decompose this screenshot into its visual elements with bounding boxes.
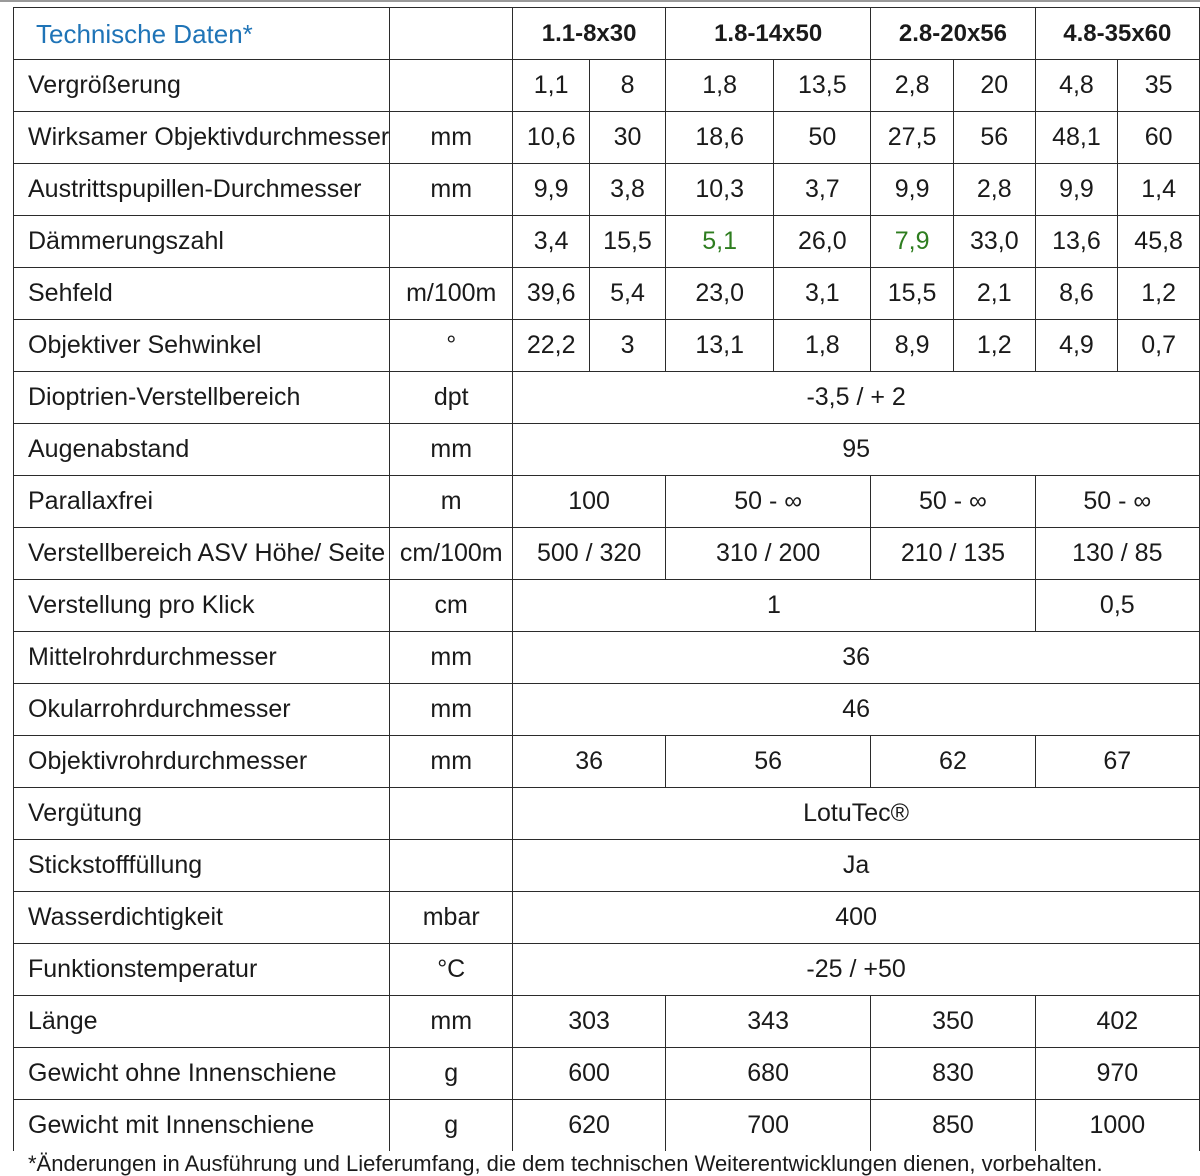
table-cell: 600 bbox=[513, 1048, 666, 1100]
row-unit: mm bbox=[390, 424, 513, 476]
table-row bbox=[14, 996, 1200, 1048]
table-cell: 210 / 135 bbox=[871, 528, 1035, 580]
table-cell: 39,6 bbox=[513, 268, 590, 320]
row-label: Wasserdichtigkeit bbox=[14, 892, 390, 944]
table-cell: 9,9 bbox=[513, 164, 590, 216]
table-row bbox=[14, 840, 1200, 892]
row-label: Vergrößerung bbox=[14, 60, 390, 112]
table-cell: 36 bbox=[513, 736, 666, 788]
table-row bbox=[14, 164, 1200, 216]
table-cell: 1,2 bbox=[953, 320, 1035, 372]
row-label: Sehfeld bbox=[14, 268, 390, 320]
table-row bbox=[14, 1048, 1200, 1100]
table-cell: 13,5 bbox=[774, 60, 871, 112]
row-label: Vergütung bbox=[14, 788, 390, 840]
table-cell: 830 bbox=[871, 1048, 1035, 1100]
table-cell: 3,8 bbox=[590, 164, 666, 216]
table-row bbox=[14, 60, 1200, 112]
table-cell: 8,6 bbox=[1035, 268, 1118, 320]
table-cell: LotuTec® bbox=[513, 788, 1200, 840]
row-unit bbox=[390, 840, 513, 892]
table-cell: 2,8 bbox=[953, 164, 1035, 216]
table-cell: 62 bbox=[871, 736, 1035, 788]
table-cell: 15,5 bbox=[871, 268, 954, 320]
table-cell: 9,9 bbox=[1035, 164, 1118, 216]
row-unit: dpt bbox=[390, 372, 513, 424]
table-row bbox=[14, 320, 1200, 372]
unit-header bbox=[390, 8, 513, 60]
table-row bbox=[14, 372, 1200, 424]
table-cell: 20 bbox=[953, 60, 1035, 112]
table-cell: 1 bbox=[513, 580, 1035, 632]
table-cell: 60 bbox=[1118, 112, 1200, 164]
table-cell: 46 bbox=[513, 684, 1200, 736]
table-cell: 13,6 bbox=[1035, 216, 1118, 268]
row-label: Stickstofffüllung bbox=[14, 840, 390, 892]
table-cell: 500 / 320 bbox=[513, 528, 666, 580]
row-label: Objektivrohrdurchmesser bbox=[14, 736, 390, 788]
row-label: Funktionstemperatur bbox=[14, 944, 390, 996]
table-cell: 22,2 bbox=[513, 320, 590, 372]
table-cell: 8,9 bbox=[871, 320, 954, 372]
table-cell: 27,5 bbox=[871, 112, 954, 164]
row-unit: mm bbox=[390, 112, 513, 164]
row-unit bbox=[390, 788, 513, 840]
table-row bbox=[14, 580, 1200, 632]
row-label: Verstellbereich ASV Höhe/ Seite bbox=[14, 528, 390, 580]
table-cell: 402 bbox=[1035, 996, 1199, 1048]
header-row bbox=[14, 8, 1200, 60]
row-unit bbox=[390, 216, 513, 268]
row-label: Gewicht ohne Innenschiene bbox=[14, 1048, 390, 1100]
table-row bbox=[14, 632, 1200, 684]
row-label: Augenabstand bbox=[14, 424, 390, 476]
row-unit: mm bbox=[390, 684, 513, 736]
table-cell: 18,6 bbox=[665, 112, 773, 164]
row-unit: mm bbox=[390, 164, 513, 216]
table-row bbox=[14, 736, 1200, 788]
table-cell: 5,4 bbox=[590, 268, 666, 320]
row-unit: °C bbox=[390, 944, 513, 996]
row-unit bbox=[390, 60, 513, 112]
table-cell: 3,7 bbox=[774, 164, 871, 216]
table-cell: 2,8 bbox=[871, 60, 954, 112]
table-cell: 50 bbox=[774, 112, 871, 164]
model-header-2: 1.8-14x50 bbox=[665, 8, 870, 60]
row-label: Okularrohrdurchmesser bbox=[14, 684, 390, 736]
table-cell: 4,9 bbox=[1035, 320, 1118, 372]
table-cell: -25 / +50 bbox=[513, 944, 1200, 996]
model-header-1: 1.1-8x30 bbox=[513, 8, 666, 60]
table-cell: 303 bbox=[513, 996, 666, 1048]
row-label: Dämmerungszahl bbox=[14, 216, 390, 268]
table-row bbox=[14, 1100, 1200, 1152]
table-cell: 1,8 bbox=[665, 60, 773, 112]
table-row bbox=[14, 684, 1200, 736]
table-cell: 30 bbox=[590, 112, 666, 164]
table-cell: 95 bbox=[513, 424, 1200, 476]
row-unit: mm bbox=[390, 632, 513, 684]
table-cell: 3,4 bbox=[513, 216, 590, 268]
table-cell: 56 bbox=[665, 736, 870, 788]
row-label: Dioptrien-Verstellbereich bbox=[14, 372, 390, 424]
table-cell: 1,4 bbox=[1118, 164, 1200, 216]
table-title: Technische Daten* bbox=[14, 8, 390, 60]
table-cell: 850 bbox=[871, 1100, 1035, 1152]
row-label: Parallaxfrei bbox=[14, 476, 390, 528]
table-cell: 36 bbox=[513, 632, 1200, 684]
row-unit: mm bbox=[390, 736, 513, 788]
row-unit: cm bbox=[390, 580, 513, 632]
table-cell: 50 - ∞ bbox=[1035, 476, 1199, 528]
row-unit: m/100m bbox=[390, 268, 513, 320]
table-row bbox=[14, 476, 1200, 528]
table-cell: 13,1 bbox=[665, 320, 773, 372]
model-header-4: 4.8-35x60 bbox=[1035, 8, 1199, 60]
technical-data-table bbox=[13, 7, 1200, 1151]
table-cell: 35 bbox=[1118, 60, 1200, 112]
table-cell: 310 / 200 bbox=[665, 528, 870, 580]
table-cell: 0,5 bbox=[1035, 580, 1199, 632]
table-cell: 1,8 bbox=[774, 320, 871, 372]
table-cell: 50 - ∞ bbox=[665, 476, 870, 528]
table-cell: 4,8 bbox=[1035, 60, 1118, 112]
row-label: Verstellung pro Klick bbox=[14, 580, 390, 632]
table-cell: Ja bbox=[513, 840, 1200, 892]
table-cell: 130 / 85 bbox=[1035, 528, 1199, 580]
table-row bbox=[14, 528, 1200, 580]
row-unit: mbar bbox=[390, 892, 513, 944]
table-cell: 1,1 bbox=[513, 60, 590, 112]
row-label: Gewicht mit Innenschiene bbox=[14, 1100, 390, 1152]
table-cell: 680 bbox=[665, 1048, 870, 1100]
table-row bbox=[14, 112, 1200, 164]
table-cell: 26,0 bbox=[774, 216, 871, 268]
row-unit: g bbox=[390, 1100, 513, 1152]
table-cell: -3,5 / + 2 bbox=[513, 372, 1200, 424]
table-cell: 400 bbox=[513, 892, 1200, 944]
table-cell: 620 bbox=[513, 1100, 666, 1152]
table-row bbox=[14, 788, 1200, 840]
table-cell: 50 - ∞ bbox=[871, 476, 1035, 528]
table-row bbox=[14, 892, 1200, 944]
table-cell: 10,3 bbox=[665, 164, 773, 216]
table-cell: 0,7 bbox=[1118, 320, 1200, 372]
table-cell: 9,9 bbox=[871, 164, 954, 216]
table-cell: 1,2 bbox=[1118, 268, 1200, 320]
row-label: Objektiver Sehwinkel bbox=[14, 320, 390, 372]
row-label: Mittelrohrdurchmesser bbox=[14, 632, 390, 684]
table-cell: 2,1 bbox=[953, 268, 1035, 320]
table-cell: 56 bbox=[953, 112, 1035, 164]
row-unit: m bbox=[390, 476, 513, 528]
top-rule bbox=[0, 0, 1200, 2]
table-row bbox=[14, 268, 1200, 320]
table-cell: 700 bbox=[665, 1100, 870, 1152]
row-label: Länge bbox=[14, 996, 390, 1048]
table-row bbox=[14, 216, 1200, 268]
table-cell: 23,0 bbox=[665, 268, 773, 320]
row-label: Austrittspupillen-Durchmesser bbox=[14, 164, 390, 216]
table-cell: 48,1 bbox=[1035, 112, 1118, 164]
model-header-3: 2.8-20x56 bbox=[871, 8, 1035, 60]
table-cell: 45,8 bbox=[1118, 216, 1200, 268]
table-row bbox=[14, 944, 1200, 996]
table-cell: 100 bbox=[513, 476, 666, 528]
highlighted-cell: 7,9 bbox=[871, 216, 954, 268]
table-cell: 3 bbox=[590, 320, 666, 372]
row-unit: mm bbox=[390, 996, 513, 1048]
row-unit: cm/100m bbox=[390, 528, 513, 580]
table-cell: 8 bbox=[590, 60, 666, 112]
table-cell: 15,5 bbox=[590, 216, 666, 268]
table-cell: 343 bbox=[665, 996, 870, 1048]
table-cell: 67 bbox=[1035, 736, 1199, 788]
footnote: *Änderungen in Ausführung und Lieferumfang, die dem technischen Weiterentwicklungen dienen, vorbehalten. bbox=[28, 1151, 1103, 1176]
row-label: Wirksamer Objektivdurchmesser bbox=[14, 112, 390, 164]
table-cell: 3,1 bbox=[774, 268, 871, 320]
table-cell: 970 bbox=[1035, 1048, 1199, 1100]
table-cell: 33,0 bbox=[953, 216, 1035, 268]
highlighted-cell: 5,1 bbox=[665, 216, 773, 268]
row-unit: g bbox=[390, 1048, 513, 1100]
table-row bbox=[14, 424, 1200, 476]
table-cell: 1000 bbox=[1035, 1100, 1199, 1152]
table-cell: 350 bbox=[871, 996, 1035, 1048]
row-unit: ° bbox=[390, 320, 513, 372]
table-cell: 10,6 bbox=[513, 112, 590, 164]
